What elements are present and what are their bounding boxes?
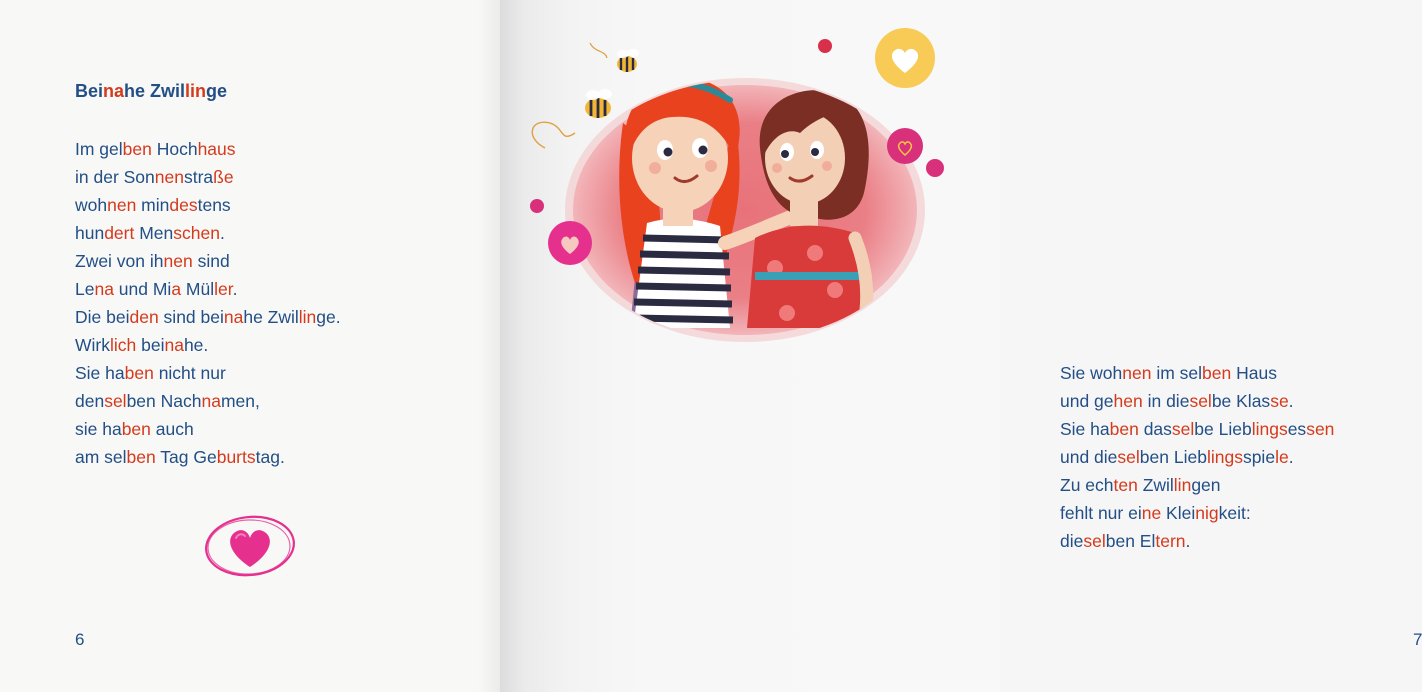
- syllable-text: Haus: [1231, 363, 1277, 383]
- dot-decoration: [818, 39, 832, 53]
- syllable-text: fehlt nur ei: [1060, 503, 1142, 523]
- syllable-text: in der Son: [75, 167, 155, 187]
- left-page: [0, 0, 500, 692]
- text-line: [1060, 387, 1334, 415]
- syllable-text: hun: [75, 223, 105, 243]
- syllable-highlight: na: [164, 335, 184, 355]
- syllable-text: men,: [220, 391, 260, 411]
- syllable-text: ben El: [1105, 531, 1156, 551]
- syllable-highlight: ben: [126, 447, 156, 467]
- syllable-highlight: haus: [197, 139, 236, 159]
- syllable-highlight: sel: [104, 391, 127, 411]
- text-line: [1060, 499, 1334, 527]
- syllable-text: bei: [136, 335, 165, 355]
- syllable-highlight: schen: [173, 223, 220, 243]
- syllable-text: Mül: [181, 279, 215, 299]
- syllable-text: .: [219, 223, 225, 243]
- syllable-highlight: ben: [121, 419, 151, 439]
- syllable-text: am sel: [75, 447, 127, 467]
- syllable-text: Die bei: [75, 307, 130, 327]
- syllable-text: he.: [183, 335, 209, 355]
- syllable-text: und die: [1060, 447, 1118, 467]
- syllable-text: Im gel: [75, 139, 123, 159]
- syllable-highlight: lings: [1206, 447, 1243, 467]
- syllable-text: be Lieb: [1194, 419, 1252, 439]
- syllable-text: Zwei von ih: [75, 251, 164, 271]
- syllable-text: woh: [75, 195, 108, 215]
- text-line: [75, 163, 341, 191]
- syllable-highlight: dert: [104, 223, 135, 243]
- syllable-highlight: ben: [122, 139, 152, 159]
- syllable-highlight: sen: [1306, 419, 1335, 439]
- syllable-text: in die: [1142, 391, 1190, 411]
- syllable-text: das: [1138, 419, 1172, 439]
- twins-illustration: [515, 28, 970, 343]
- syllable-text: Le: [75, 279, 95, 299]
- syllable-text: tag.: [255, 447, 285, 467]
- gutter-shadow: [478, 0, 500, 692]
- text-line: [1060, 415, 1334, 443]
- syllable-text: tens: [197, 195, 231, 215]
- syllable-text: sind: [192, 251, 230, 271]
- syllable-text: und Mi: [113, 279, 172, 299]
- syllable-highlight: sel: [1171, 419, 1195, 439]
- text-line: [75, 443, 341, 471]
- text-line: [75, 135, 341, 163]
- syllable-highlight: des: [169, 195, 198, 215]
- syllable-highlight: ler: [214, 279, 233, 299]
- syllable-text: Sie woh: [1060, 363, 1123, 383]
- syllable-text: ben Lieb: [1139, 447, 1207, 467]
- text-line: [75, 247, 341, 275]
- syllable-highlight: hen: [1113, 391, 1143, 411]
- text-line: [75, 331, 341, 359]
- syllable-text: Men: [134, 223, 174, 243]
- text-line: [1060, 359, 1334, 387]
- page-number-left: 6: [75, 630, 85, 649]
- syllable-text: keit:: [1218, 503, 1251, 523]
- syllable-text: Klei: [1161, 503, 1196, 523]
- syllable-highlight: lin: [298, 307, 317, 327]
- text-line: [1060, 443, 1334, 471]
- syllable-highlight: nen: [1122, 363, 1152, 383]
- syllable-highlight: lin: [185, 81, 207, 101]
- syllable-highlight: ne: [1141, 503, 1162, 523]
- bee-trail: [532, 122, 575, 148]
- syllable-highlight: ben: [1109, 419, 1139, 439]
- text-line: [75, 415, 341, 443]
- syllable-highlight: tern: [1155, 531, 1186, 551]
- text-line: [75, 219, 341, 247]
- bee-trail: [590, 43, 607, 58]
- syllable-text: sie ha: [75, 419, 122, 439]
- syllable-text: und ge: [1060, 391, 1114, 411]
- story-title: [75, 80, 227, 102]
- bee-icon: [617, 49, 639, 72]
- syllable-text: .: [1288, 391, 1294, 411]
- syllable-highlight: lin: [1173, 475, 1192, 495]
- text-line: [1060, 471, 1334, 499]
- syllable-highlight: nig: [1195, 503, 1219, 523]
- syllable-text: den: [75, 391, 105, 411]
- syllable-text: ge: [206, 81, 228, 101]
- syllable-highlight: ben: [1202, 363, 1232, 383]
- syllable-highlight: na: [201, 391, 221, 411]
- syllable-highlight: na: [223, 307, 244, 327]
- syllable-highlight: den: [129, 307, 159, 327]
- text-line: [75, 191, 341, 219]
- syllable-highlight: nen: [107, 195, 137, 215]
- syllable-highlight: sel: [1189, 391, 1212, 411]
- syllable-text: .: [232, 279, 238, 299]
- text-line: [75, 303, 341, 331]
- syllable-text: die: [1060, 531, 1084, 551]
- syllable-highlight: ben: [124, 363, 154, 383]
- syllable-text: .: [1288, 447, 1294, 467]
- syllable-text: nicht nur: [153, 363, 226, 383]
- syllable-highlight: a: [171, 279, 182, 299]
- syllable-highlight: lings: [1251, 419, 1288, 439]
- heart-doodle-icon: [200, 510, 300, 582]
- syllable-text: Hoch: [151, 139, 198, 159]
- syllable-highlight: sel: [1117, 447, 1140, 467]
- syllable-text: Wirk: [75, 335, 110, 355]
- syllable-text: Tag Ge: [155, 447, 217, 467]
- syllable-text: he Zwil: [243, 307, 299, 327]
- syllable-text: Sie ha: [75, 363, 125, 383]
- syllable-highlight: sel: [1083, 531, 1106, 551]
- syllable-highlight: se: [1270, 391, 1289, 411]
- heart-bubble-magenta: [887, 128, 923, 164]
- right-page-text: [1060, 359, 1334, 555]
- syllable-highlight: ten: [1113, 475, 1138, 495]
- syllable-text: be Klas: [1211, 391, 1271, 411]
- text-line: [75, 275, 341, 303]
- syllable-highlight: lich: [109, 335, 137, 355]
- syllable-text: min: [136, 195, 170, 215]
- syllable-text: es: [1287, 419, 1307, 439]
- syllable-highlight: le: [1275, 447, 1289, 467]
- syllable-highlight: ße: [213, 167, 234, 187]
- syllable-text: sind bei: [158, 307, 224, 327]
- syllable-text: Zu ech: [1060, 475, 1114, 495]
- text-line: [1060, 527, 1334, 555]
- syllable-text: stra: [183, 167, 214, 187]
- syllable-highlight: na: [94, 279, 114, 299]
- bee-icon: [585, 89, 612, 118]
- syllable-highlight: na: [103, 81, 125, 101]
- syllable-text: he Zwil: [124, 81, 186, 101]
- page-number-right: 7: [1413, 630, 1422, 649]
- syllable-text: auch: [150, 419, 194, 439]
- syllable-text: im sel: [1151, 363, 1203, 383]
- dot-decoration: [530, 199, 544, 213]
- dot-decoration: [926, 159, 944, 177]
- syllable-highlight: burts: [216, 447, 256, 467]
- syllable-text: gen: [1191, 475, 1221, 495]
- syllable-text: ge.: [316, 307, 341, 327]
- syllable-text: Sie ha: [1060, 419, 1110, 439]
- text-line: [75, 359, 341, 387]
- syllable-highlight: nen: [163, 251, 193, 271]
- left-page-text: [75, 135, 341, 471]
- syllable-text: Zwil: [1137, 475, 1174, 495]
- syllable-text: Bei: [75, 81, 104, 101]
- syllable-highlight: nen: [154, 167, 184, 187]
- syllable-text: spie: [1242, 447, 1276, 467]
- text-line: [75, 387, 341, 415]
- syllable-text: .: [1185, 531, 1191, 551]
- syllable-text: ben Nach: [126, 391, 202, 411]
